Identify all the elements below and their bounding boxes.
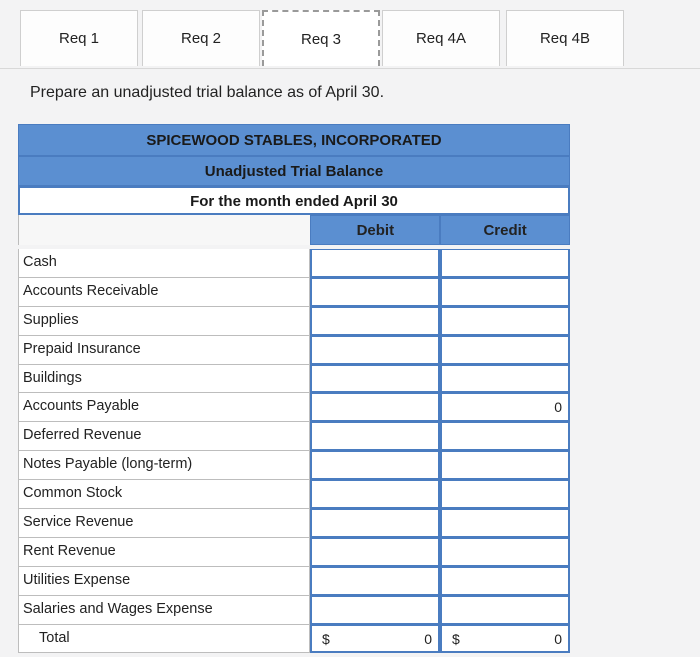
- debit-input[interactable]: [310, 422, 440, 451]
- credit-input[interactable]: [440, 538, 570, 567]
- table-row: [18, 249, 570, 278]
- statement-title: Unadjusted Trial Balance: [18, 156, 570, 186]
- account-label: Buildings: [18, 365, 310, 394]
- company-name: SPICEWOOD STABLES, INCORPORATED: [18, 124, 570, 156]
- debit-input[interactable]: [310, 509, 440, 538]
- debit-input[interactable]: [310, 307, 440, 336]
- account-label: Accounts Receivable: [18, 278, 310, 307]
- column-header-row: [18, 215, 570, 245]
- requirement-tabs: [20, 10, 630, 68]
- account-label: Salaries and Wages Expense: [18, 596, 310, 625]
- debit-input[interactable]: [310, 538, 440, 567]
- currency-symbol: $: [322, 630, 330, 647]
- tabs-divider: [0, 68, 700, 69]
- table-row: [18, 509, 570, 538]
- credit-input[interactable]: [440, 567, 570, 596]
- debit-input[interactable]: [310, 336, 440, 365]
- table-row: [18, 451, 570, 480]
- statement-period: For the month ended April 30: [18, 186, 570, 215]
- credit-input[interactable]: 0: [440, 393, 570, 422]
- table-row: [18, 596, 570, 625]
- debit-input[interactable]: [310, 480, 440, 509]
- trial-balance-table: [18, 124, 570, 653]
- credit-input[interactable]: [440, 422, 570, 451]
- account-label: Common Stock: [18, 480, 310, 509]
- table-row: [18, 307, 570, 336]
- tab-req-4b[interactable]: Req 4B: [506, 10, 624, 66]
- credit-input[interactable]: [440, 249, 570, 278]
- debit-input[interactable]: [310, 393, 440, 422]
- credit-input[interactable]: [440, 451, 570, 480]
- credit-input[interactable]: [440, 480, 570, 509]
- table-row: [18, 365, 570, 394]
- total-debit: [310, 625, 440, 654]
- tab-req-2[interactable]: Req 2: [142, 10, 260, 66]
- account-column-header: [18, 215, 310, 245]
- table-row: [18, 393, 570, 422]
- credit-column-header: Credit: [440, 215, 570, 245]
- debit-column-header: Debit: [310, 215, 440, 245]
- credit-input[interactable]: [440, 596, 570, 625]
- credit-input[interactable]: [440, 365, 570, 394]
- table-row: [18, 480, 570, 509]
- total-row: [18, 625, 570, 654]
- table-row: [18, 422, 570, 451]
- total-credit: [440, 625, 570, 654]
- table-row: [18, 336, 570, 365]
- credit-input[interactable]: [440, 509, 570, 538]
- debit-input[interactable]: [310, 278, 440, 307]
- table-row: [18, 278, 570, 307]
- account-label: Rent Revenue: [18, 538, 310, 567]
- account-label: Notes Payable (long-term): [18, 451, 310, 480]
- account-label: Cash: [18, 249, 310, 278]
- debit-input[interactable]: [310, 249, 440, 278]
- total-debit-value: 0: [424, 630, 432, 647]
- instruction-text: Prepare an unadjusted trial balance as of April 30.: [30, 84, 385, 101]
- table-row: [18, 567, 570, 596]
- tab-req-3[interactable]: Req 3: [262, 10, 380, 66]
- debit-input[interactable]: [310, 365, 440, 394]
- account-label: Service Revenue: [18, 509, 310, 538]
- credit-input[interactable]: [440, 278, 570, 307]
- debit-input[interactable]: [310, 451, 440, 480]
- credit-input[interactable]: [440, 336, 570, 365]
- total-credit-value: 0: [554, 630, 562, 647]
- tab-req-4a[interactable]: Req 4A: [382, 10, 500, 66]
- debit-input[interactable]: [310, 596, 440, 625]
- credit-input[interactable]: [440, 307, 570, 336]
- account-label: Supplies: [18, 307, 310, 336]
- account-label: Deferred Revenue: [18, 422, 310, 451]
- account-rows: [18, 249, 570, 625]
- account-label: Prepaid Insurance: [18, 336, 310, 365]
- debit-input[interactable]: [310, 567, 440, 596]
- account-label: Accounts Payable: [18, 393, 310, 422]
- account-label: Utilities Expense: [18, 567, 310, 596]
- table-row: [18, 538, 570, 567]
- tab-req-1[interactable]: Req 1: [20, 10, 138, 66]
- currency-symbol: $: [452, 630, 460, 647]
- total-label: Total: [18, 625, 310, 654]
